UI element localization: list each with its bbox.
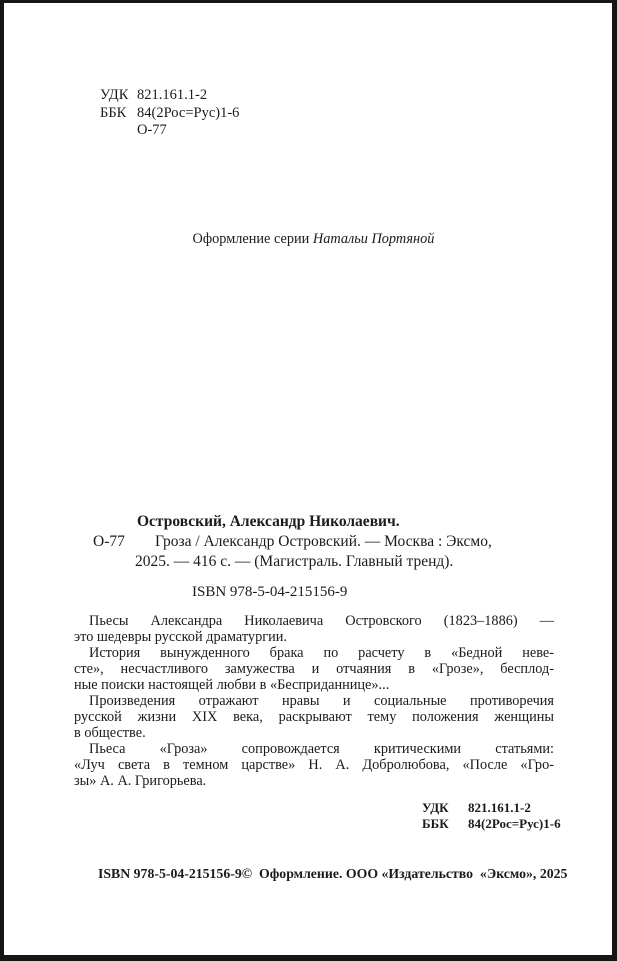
udc-value: 821.161.1-2 — [468, 800, 531, 815]
annotation-line: Произведения отражают нравы и социальные противоречия — [89, 693, 554, 709]
card-author-sign: О-77 — [93, 533, 125, 550]
footer-copyright — [242, 866, 568, 882]
series-designer-name: Натальи Портяной — [312, 231, 435, 247]
card-author-header: Островский, Александр Николаевич. — [137, 513, 400, 530]
bbk-label: ББК — [100, 104, 127, 121]
catalog-card — [74, 512, 553, 572]
udc-value: 821.161.1-2 — [137, 87, 208, 103]
annotation-line: русской жизни XIX века, раскрывают тему положения женщины — [74, 709, 554, 725]
annotation — [74, 613, 554, 789]
annotation-line: зы» А. А. Григорьева. — [74, 773, 207, 789]
copyright-text: Оформление. ООО «Издательство «Эксмо», 2025 — [259, 866, 568, 881]
footer-isbn: ISBN 978-5-04-215156-9 — [98, 866, 242, 881]
book-imprint-page — [4, 3, 612, 955]
series-credit — [74, 231, 553, 247]
series-credit-prefix: Оформление серии — [192, 231, 310, 247]
annotation-line: сте», несчастливого замужества и отчаяния в «Грозе», бесплод- — [74, 661, 554, 677]
card-continuation-line: 2025. — 416 с. — (Магистраль. Главный тренд). — [135, 553, 454, 570]
card-title-row — [74, 532, 553, 552]
bbk-value: 84(2Рос=Рус)1-6 — [468, 815, 561, 831]
bbk-label: ББК — [422, 815, 449, 831]
annotation-line: в обществе. — [74, 725, 146, 741]
bbk-value: 84(2Рос=Рус)1-6 — [137, 104, 240, 121]
udc-label: УДК — [100, 87, 129, 103]
udc-bbk-block — [100, 87, 239, 140]
author-sign-spacer — [100, 122, 137, 140]
annotation-line: Пьесы Александра Николаевича Островского (1823–1886) — — [89, 613, 554, 629]
card-isbn: ISBN 978-5-04-215156-9 — [192, 584, 348, 600]
annotation-line: ные поиски настоящей любви в «Бесприданнице»... — [74, 677, 390, 693]
annotation-line: «Луч света в темном царстве» Н. А. Добролюбова, «После «Гро- — [74, 757, 554, 773]
annotation-line: это шедевры русской драматургии. — [74, 629, 287, 645]
author-sign: О-77 — [137, 122, 167, 138]
udc-bbk-footer-block — [422, 800, 561, 831]
annotation-line: История вынужденного брака по расчету в «Бедной неве- — [89, 645, 554, 661]
annotation-line: Пьеса «Гроза» сопровождается критическими статьями: — [89, 741, 554, 757]
copyright-sign: © — [241, 866, 253, 881]
footer-line — [74, 866, 568, 882]
udc-label: УДК — [422, 800, 449, 815]
card-title-line: Гроза / Александр Островский. — Москва : Эксмо, — [155, 533, 492, 550]
